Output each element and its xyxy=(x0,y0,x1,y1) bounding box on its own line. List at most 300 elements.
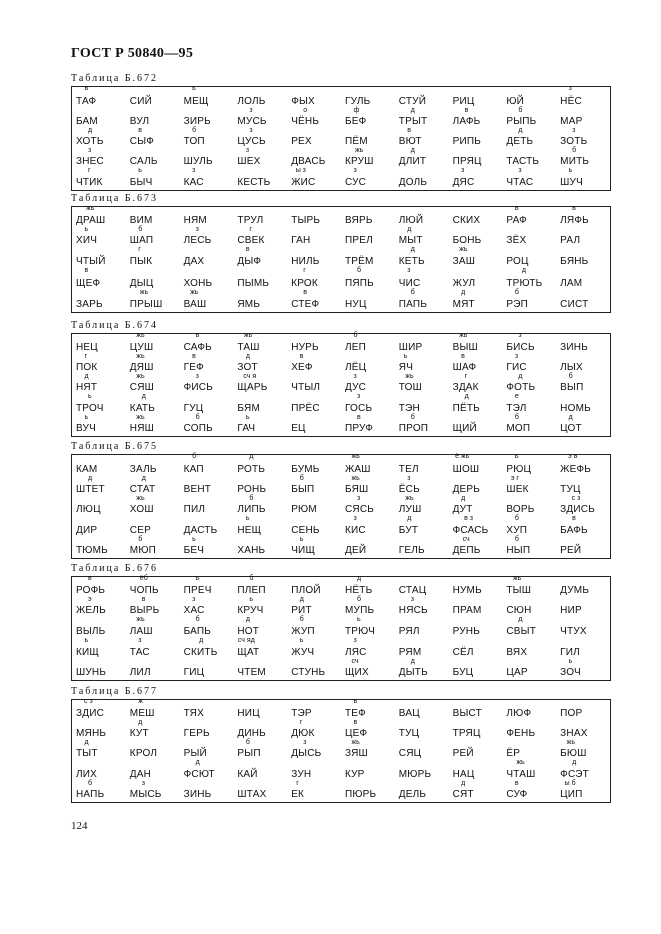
table-cell xyxy=(449,517,503,538)
word: СУС xyxy=(344,177,367,188)
table-cell xyxy=(287,291,341,312)
table-cell xyxy=(502,269,556,291)
table-cell xyxy=(341,228,395,248)
table-cell xyxy=(72,782,126,802)
table-cell xyxy=(341,416,395,436)
word: ЯМЬ xyxy=(237,299,261,310)
word: ЛЕП xyxy=(344,342,367,353)
word: ЦУСЬ xyxy=(237,136,266,147)
word: ЧТУХ xyxy=(560,626,587,637)
word: ПРЫШ xyxy=(129,299,163,310)
word: КУТ xyxy=(129,728,149,739)
table-caption: Таблица Б.672 xyxy=(71,73,159,84)
table-cell xyxy=(395,334,449,355)
word: СЫФ xyxy=(129,136,155,147)
word: ДРАШ xyxy=(76,215,106,226)
table-cell xyxy=(287,741,341,761)
superscript-mark: б xyxy=(568,373,573,380)
word: БУМЬ xyxy=(291,464,320,475)
table-cell xyxy=(233,639,287,660)
table-cell xyxy=(502,538,556,558)
superscript-mark: жь xyxy=(136,373,145,380)
superscript-mark: д xyxy=(410,658,415,665)
table-row xyxy=(72,149,610,169)
word: НЯМ xyxy=(183,215,207,226)
table-cell xyxy=(180,598,234,618)
table-cell xyxy=(341,741,395,761)
table-cell xyxy=(556,228,610,248)
table-cell xyxy=(341,721,395,741)
table-cell xyxy=(556,477,610,497)
word: РЫЙ xyxy=(183,748,207,759)
superscript-mark: жь xyxy=(190,289,199,296)
table-cell xyxy=(449,87,503,109)
word: ТЫШ xyxy=(506,585,532,596)
table-cell xyxy=(287,618,341,639)
table-cell xyxy=(180,782,234,802)
superscript-mark: в xyxy=(464,107,469,114)
superscript-mark: жь xyxy=(516,759,525,766)
table-cell xyxy=(395,741,449,761)
superscript-mark: ь xyxy=(192,85,196,92)
superscript-mark: жь xyxy=(351,739,360,746)
word: ГАЧ xyxy=(237,423,256,434)
superscript-mark: в xyxy=(88,575,92,582)
word: ЛАФЬ xyxy=(452,116,481,127)
table-cell xyxy=(72,334,126,355)
table-cell xyxy=(72,639,126,660)
table-cell xyxy=(502,782,556,802)
superscript-mark: д xyxy=(88,475,93,482)
word: ТРОЧ xyxy=(76,403,104,414)
table-cell xyxy=(395,87,449,109)
table-cell xyxy=(449,700,503,721)
superscript-mark: д xyxy=(407,515,412,522)
word: ПРЕЛ xyxy=(344,235,373,246)
superscript-mark: в xyxy=(245,246,250,253)
word: ТАШ xyxy=(237,342,260,353)
word: КИЩ xyxy=(76,647,99,658)
superscript-mark: г xyxy=(296,780,299,787)
table-cell xyxy=(395,598,449,618)
table-cell xyxy=(180,538,234,558)
table-cell xyxy=(233,228,287,248)
table-cell xyxy=(395,355,449,375)
superscript-mark: д xyxy=(410,246,415,253)
superscript-mark: жь xyxy=(136,353,145,360)
superscript-mark: в xyxy=(353,719,358,726)
table-row xyxy=(72,109,610,129)
table-cell xyxy=(233,334,287,355)
word: СИСТ xyxy=(560,299,589,310)
word: ЗУН xyxy=(291,769,312,780)
table-cell xyxy=(72,149,126,169)
table-cell xyxy=(287,721,341,741)
superscript-mark: жь xyxy=(136,414,145,421)
word: ТЯХ xyxy=(183,708,204,719)
word: СТАЦ xyxy=(398,585,427,596)
superscript-mark: ы б xyxy=(564,780,576,787)
table-cell xyxy=(556,517,610,538)
superscript-mark: ы з xyxy=(295,167,306,174)
word: МЫСЬ xyxy=(129,789,162,800)
superscript-mark: жь xyxy=(139,289,149,296)
table-cell xyxy=(233,477,287,497)
superscript-mark: д xyxy=(199,637,204,644)
superscript-mark: д xyxy=(461,780,466,787)
table-cell xyxy=(126,477,180,497)
table-row xyxy=(72,375,610,395)
word: БОНЬ xyxy=(452,235,482,246)
table-cell xyxy=(395,782,449,802)
table-cell xyxy=(287,149,341,169)
table-cell xyxy=(180,87,234,109)
table-section xyxy=(71,320,611,437)
table-cell xyxy=(180,355,234,375)
superscript-mark: з xyxy=(353,515,357,522)
table-cell xyxy=(180,639,234,660)
word: ТЮМЬ xyxy=(76,545,108,556)
superscript-mark: з xyxy=(568,85,572,92)
table-cell xyxy=(287,577,341,598)
word: ШТАХ xyxy=(237,789,267,800)
superscript-mark: ь xyxy=(299,536,304,543)
table-cell xyxy=(556,355,610,375)
word: НЫП xyxy=(506,545,531,556)
table-cell xyxy=(556,169,610,190)
table-cell xyxy=(556,248,610,269)
word: ТЭР xyxy=(291,708,312,719)
table-cell xyxy=(72,87,126,109)
table-cell xyxy=(233,149,287,169)
superscript-mark: б xyxy=(410,289,415,296)
superscript-mark: г xyxy=(84,353,88,360)
table-cell xyxy=(233,741,287,761)
table-cell xyxy=(287,334,341,355)
table-row xyxy=(72,741,610,761)
table-cell xyxy=(502,761,556,782)
superscript-mark: ёб xyxy=(139,575,148,582)
table-cell xyxy=(395,416,449,436)
superscript-mark: з xyxy=(303,739,307,746)
word: ГАН xyxy=(291,235,311,246)
superscript-mark: жь xyxy=(351,453,360,460)
word: ДАХ xyxy=(183,256,205,267)
table-cell xyxy=(126,269,180,291)
superscript-mark: жь xyxy=(243,332,253,339)
word: ЖУЧ xyxy=(291,647,315,658)
superscript-mark: ь xyxy=(84,226,89,233)
table-cell xyxy=(233,598,287,618)
word: ШОШ xyxy=(452,464,480,475)
table-cell xyxy=(502,355,556,375)
table-cell xyxy=(341,782,395,802)
table-cell xyxy=(287,517,341,538)
table-cell xyxy=(180,416,234,436)
word: РУНЬ xyxy=(452,626,480,637)
table-cell xyxy=(556,700,610,721)
word: ГЕРЬ xyxy=(183,728,210,739)
superscript-mark: сч яд xyxy=(237,637,255,644)
table-cell xyxy=(556,639,610,660)
table-cell xyxy=(180,334,234,355)
table-cell xyxy=(449,228,503,248)
word: СЯСЬ xyxy=(344,504,375,515)
word: ТЭЛ xyxy=(506,403,527,414)
word: НЕЦ xyxy=(76,342,98,353)
superscript-mark: з xyxy=(353,167,357,174)
table-cell xyxy=(126,618,180,639)
word: РИПЬ xyxy=(452,136,481,147)
superscript-mark: жь xyxy=(136,616,145,623)
word: ХЕФ xyxy=(291,362,313,373)
superscript-mark: з xyxy=(245,147,250,154)
word: ФСЭТ xyxy=(560,769,589,780)
table-cell xyxy=(449,416,503,436)
word: ЗДАК xyxy=(452,382,479,393)
table-row xyxy=(72,477,610,497)
word: ТЫТ xyxy=(76,748,98,759)
table-row xyxy=(72,207,610,228)
table-cell xyxy=(395,375,449,395)
table-cell xyxy=(126,129,180,149)
word: ШУЛЬ xyxy=(183,156,213,167)
superscript-mark: д xyxy=(141,475,146,482)
word: ЗДИС xyxy=(76,708,105,719)
word: ДЕРЬ xyxy=(452,484,481,495)
superscript-mark: жь xyxy=(354,147,364,154)
table-cell xyxy=(72,269,126,291)
table-cell xyxy=(126,169,180,190)
superscript-mark: б xyxy=(249,495,254,502)
table-row xyxy=(72,228,610,248)
word: БЫЧ xyxy=(129,177,153,188)
table-cell xyxy=(233,577,287,598)
table-cell xyxy=(180,291,234,312)
word: МЕШ xyxy=(129,708,155,719)
word: ЧТЕМ xyxy=(237,667,266,678)
table-cell xyxy=(341,497,395,517)
word: ЧИС xyxy=(398,278,421,289)
superscript-mark: ё жь xyxy=(455,453,470,460)
word: РАЛ xyxy=(560,235,581,246)
superscript-mark: жь xyxy=(405,495,414,502)
word: НИЛЬ xyxy=(291,256,320,267)
table-cell xyxy=(449,477,503,497)
table-cell xyxy=(449,207,503,228)
table-cell xyxy=(287,598,341,618)
table-cell xyxy=(233,497,287,517)
table-cell xyxy=(126,782,180,802)
word: ПРЁС xyxy=(291,403,320,414)
word: РОНЬ xyxy=(237,484,267,495)
word: КРУШ xyxy=(344,156,374,167)
word: СЮН xyxy=(506,605,532,616)
table-cell xyxy=(341,598,395,618)
table-cell xyxy=(233,721,287,741)
word: ВУЧ xyxy=(76,423,96,434)
word: ВЮТ xyxy=(398,136,422,147)
word: СКИТЬ xyxy=(183,647,218,658)
word: ЛИХ xyxy=(76,769,98,780)
superscript-mark: ь xyxy=(568,658,573,665)
table-cell xyxy=(287,700,341,721)
word: СВЫТ xyxy=(506,626,537,637)
word: НУРЬ xyxy=(291,342,319,353)
superscript-mark: з xyxy=(192,596,196,603)
table-cell xyxy=(287,129,341,149)
table-cell xyxy=(233,169,287,190)
table-cell xyxy=(556,334,610,355)
word: КРОЛ xyxy=(129,748,158,759)
word: ЗОТ xyxy=(237,362,258,373)
word: СИЙ xyxy=(129,96,152,107)
table-cell xyxy=(395,248,449,269)
word: РЕХ xyxy=(291,136,312,147)
word-table xyxy=(71,206,611,313)
table-row xyxy=(72,721,610,741)
superscript-mark: в xyxy=(299,353,304,360)
table-cell xyxy=(233,291,287,312)
table-caption: Таблица Б.676 xyxy=(71,563,159,574)
superscript-mark: ь xyxy=(568,167,573,174)
table-cell xyxy=(180,109,234,129)
superscript-mark: б xyxy=(195,414,200,421)
table-cell xyxy=(233,782,287,802)
table-cell xyxy=(502,497,556,517)
table-cell xyxy=(449,375,503,395)
table-cell xyxy=(233,395,287,416)
table-cell xyxy=(126,248,180,269)
word: ШАФ xyxy=(452,362,477,373)
table-cell xyxy=(233,700,287,721)
word: МЮРЬ xyxy=(398,769,432,780)
superscript-mark: з xyxy=(195,373,199,380)
word-table xyxy=(71,86,611,191)
table-cell xyxy=(72,455,126,477)
superscript-mark: д xyxy=(410,147,415,154)
table-cell xyxy=(449,109,503,129)
table-cell xyxy=(233,538,287,558)
superscript-mark: д xyxy=(461,495,466,502)
superscript-mark: д xyxy=(195,759,200,766)
table-cell xyxy=(180,207,234,228)
table-cell xyxy=(556,149,610,169)
table-row xyxy=(72,248,610,269)
word: ТАСТЬ xyxy=(506,156,540,167)
table-cell xyxy=(502,207,556,228)
table-cell xyxy=(556,87,610,109)
table-cell xyxy=(341,577,395,598)
word: ВЯРЬ xyxy=(344,215,373,226)
word: ТЫРЬ xyxy=(291,215,321,226)
table-cell xyxy=(233,269,287,291)
superscript-mark: ь xyxy=(195,575,200,582)
superscript-mark: б xyxy=(195,616,200,623)
table-cell xyxy=(341,455,395,477)
table-row xyxy=(72,269,610,291)
word: ШЕК xyxy=(506,484,529,495)
word: ЦОТ xyxy=(560,423,582,434)
superscript-mark: б xyxy=(192,127,197,134)
word: ЗОТЬ xyxy=(560,136,588,147)
table-cell xyxy=(502,741,556,761)
word: ЛЕСЬ xyxy=(183,235,212,246)
superscript-mark: г xyxy=(299,719,303,726)
table-cell xyxy=(126,538,180,558)
table-section xyxy=(71,686,611,803)
table-cell xyxy=(287,497,341,517)
table-cell xyxy=(395,700,449,721)
table-cell xyxy=(233,355,287,375)
table-cell xyxy=(341,395,395,416)
superscript-mark: б xyxy=(245,739,250,746)
superscript-mark: сч я xyxy=(243,373,257,380)
superscript-mark: д xyxy=(568,414,573,421)
word: НАПЬ xyxy=(76,789,105,800)
table-caption: Таблица Б.675 xyxy=(71,441,159,452)
word: БИСЬ xyxy=(506,342,535,353)
table-cell xyxy=(395,269,449,291)
word: РЫП xyxy=(237,748,261,759)
superscript-mark: г xyxy=(464,373,468,380)
table-cell xyxy=(395,517,449,538)
word: ЧТАС xyxy=(506,177,534,188)
table-cell xyxy=(502,291,556,312)
superscript-mark: з xyxy=(249,127,253,134)
table-cell xyxy=(449,639,503,660)
word: ХАНЬ xyxy=(237,545,266,556)
superscript-mark: в xyxy=(141,596,146,603)
word: ЗАШ xyxy=(452,256,476,267)
word: ДАСТЬ xyxy=(183,525,218,536)
table-row xyxy=(72,782,610,802)
superscript-mark: з xyxy=(353,637,357,644)
table-cell xyxy=(395,149,449,169)
table-row xyxy=(72,517,610,538)
table-cell xyxy=(180,169,234,190)
table-cell xyxy=(502,109,556,129)
word: БЯШ xyxy=(344,484,369,495)
word: РЕЙ xyxy=(452,748,474,759)
table-cell xyxy=(180,149,234,169)
table-cell xyxy=(502,517,556,538)
word: ПЫК xyxy=(129,256,153,267)
word: САЛЬ xyxy=(129,156,158,167)
table-cell xyxy=(395,761,449,782)
word: КРУЧ xyxy=(237,605,264,616)
table-cell xyxy=(556,761,610,782)
superscript-mark: ь xyxy=(249,596,254,603)
superscript-mark: з xyxy=(141,780,146,787)
word: ЛАМ xyxy=(560,278,583,289)
word: СЕР xyxy=(129,525,151,536)
word: КАЙ xyxy=(237,769,258,780)
table-cell xyxy=(395,660,449,680)
superscript-mark: д xyxy=(572,759,577,766)
table-cell xyxy=(502,395,556,416)
table-cell xyxy=(395,477,449,497)
superscript-mark: з xyxy=(518,332,522,339)
superscript-mark: д xyxy=(518,127,523,134)
table-cell xyxy=(126,109,180,129)
table-cell xyxy=(502,660,556,680)
word: МУПЬ xyxy=(344,605,375,616)
superscript-mark: ь xyxy=(84,414,89,421)
word: НЯШ xyxy=(129,423,155,434)
superscript-mark: д xyxy=(356,575,362,582)
table-cell xyxy=(502,228,556,248)
